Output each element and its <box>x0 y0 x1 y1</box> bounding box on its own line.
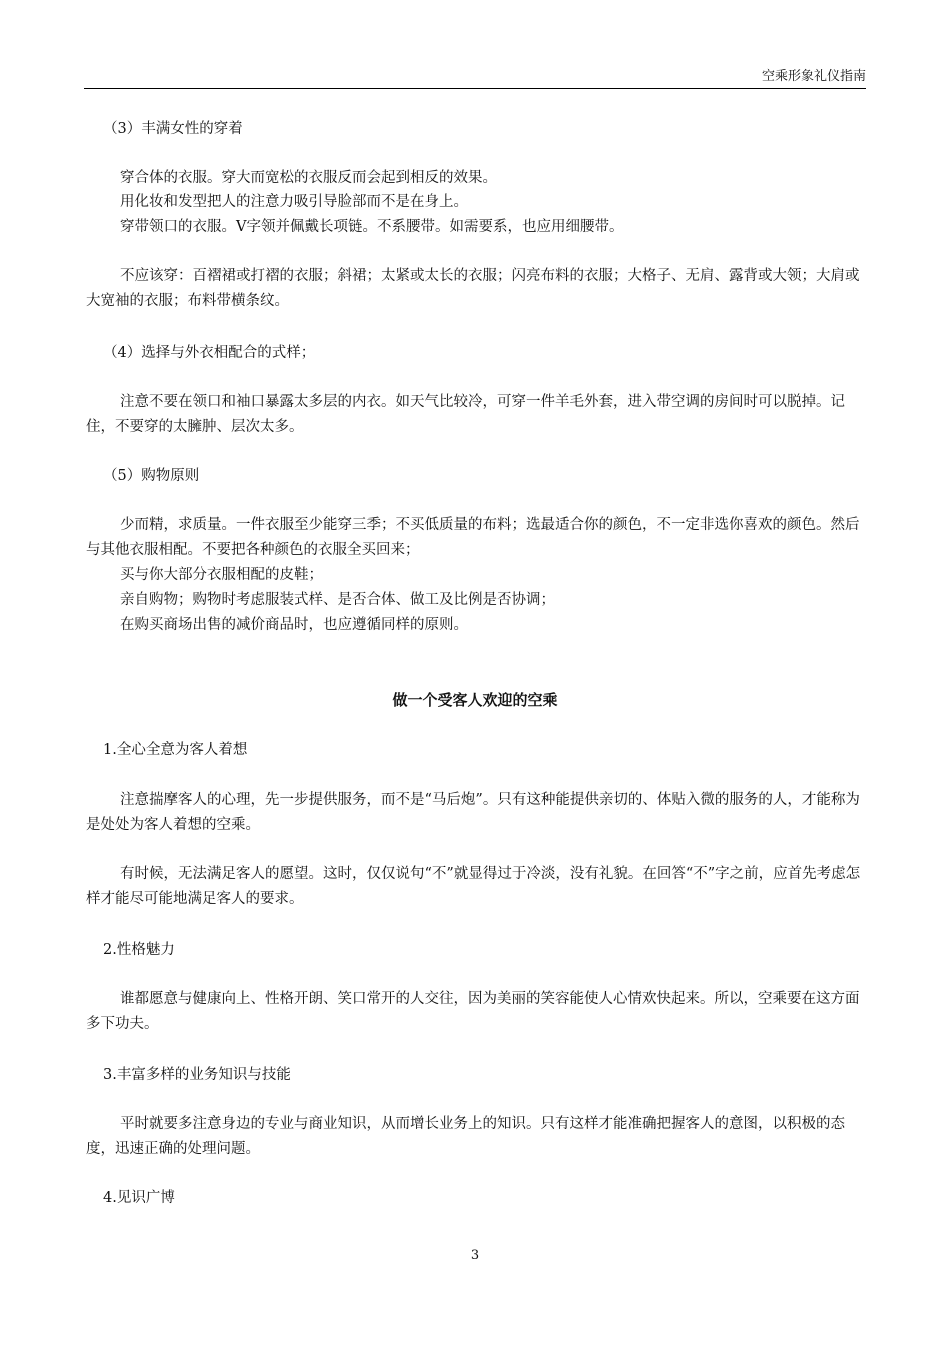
paragraph: 不应该穿：百褶裙或打褶的衣服；斜裙；太紧或太长的衣服；闪亮布料的衣服；大格子、无肩、露背或大领；大肩或大宽袖的衣服；布料带横条纹。 <box>86 268 860 309</box>
item-heading: 4.见识广博 <box>103 1190 175 1206</box>
section-heading: （4）选择与外衣相配合的式样； <box>103 345 316 361</box>
item-heading: 3.丰富多样的业务知识与技能 <box>103 1067 291 1083</box>
paragraph: 平时就要多注意身边的专业与商业知识，从而增长业务上的知识。只有这样才能准确把握客人的意图，以积极的态度，迅速正确的处理问题。 <box>86 1116 845 1157</box>
page-number: 3 <box>470 1248 480 1263</box>
paragraph: 穿合体的衣服。穿大而宽松的衣服反而会起到相反的效果。 <box>120 170 497 186</box>
paragraph: 注意不要在领口和袖口暴露太多层的内衣。如天气比较冷，可穿一件羊毛外套，进入带空调的房间时可以脱掉。记住，不要穿的太臃肿、层次太多。 <box>86 394 845 435</box>
paragraph: 亲自购物；购物时考虑服装式样、是否合体、做工及比例是否协调； <box>120 592 555 608</box>
section-heading: （5）购物原则 <box>103 468 200 484</box>
paragraph: 在购买商场出售的减价商品时，也应遵循同样的原则。 <box>120 617 468 633</box>
paragraph: 买与你大部分衣服相配的皮鞋； <box>120 567 323 583</box>
item-heading: 1.全心全意为客人着想 <box>103 742 248 758</box>
paragraph: 用化妆和发型把人的注意力吸引导脸部而不是在身上。 <box>120 194 468 210</box>
paragraph: 有时候，无法满足客人的愿望。这时，仅仅说句“不”就显得过于冷淡，没有礼貌。在回答“不”字之前，应首先考虑怎样才能尽可能地满足客人的要求。 <box>86 866 861 907</box>
paragraph: 注意揣摩客人的心理，先一步提供服务，而不是“马后炮”。只有这种能提供亲切的、体贴入微的服务的人，才能称为是处处为客人着想的空乘。 <box>86 792 860 833</box>
header-divider <box>84 88 866 89</box>
header-title: 空乘形象礼仪指南 <box>761 69 866 84</box>
paragraph: 谁都愿意与健康向上、性格开朗、笑口常开的人交往，因为美丽的笑容能使人心情欢快起来。所以，空乘要在这方面多下功夫。 <box>86 991 860 1032</box>
section-heading: （3）丰满女性的穿着 <box>103 121 243 137</box>
item-heading: 2.性格魅力 <box>103 942 175 958</box>
chapter-title: 做一个受客人欢迎的空乘 <box>392 691 558 709</box>
paragraph: 少而精，求质量。一件衣服至少能穿三季；不买低质量的布料；选最适合你的颜色，不一定非选你喜欢的颜色。然后与其他衣服相配。不要把各种颜色的衣服全买回来； <box>86 517 860 558</box>
paragraph: 穿带领口的衣服。V字领并佩戴长项链。不系腰带。如需要系，也应用细腰带。 <box>120 219 624 235</box>
